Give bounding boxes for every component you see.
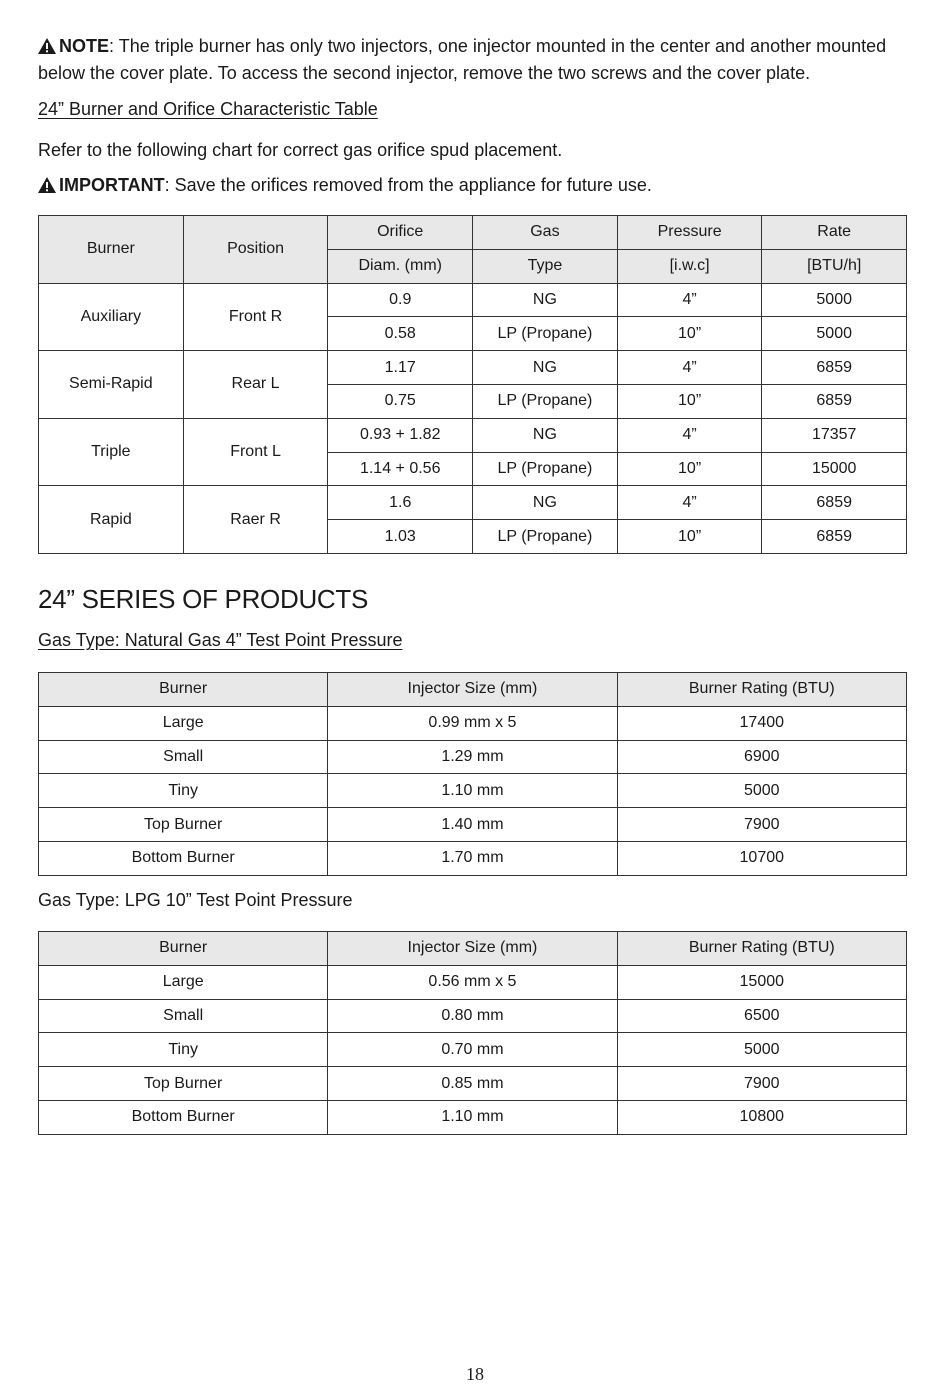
rate-cell: 6859 — [762, 520, 907, 554]
header-pressure-unit: [i.w.c] — [617, 249, 762, 283]
rate-cell: 6859 — [762, 351, 907, 385]
natural-gas-table — [38, 672, 907, 876]
important-paragraph — [38, 175, 652, 196]
burner-rating-cell: 10700 — [617, 841, 906, 875]
table-row — [39, 1100, 907, 1134]
warning-icon — [38, 38, 56, 54]
important-label: IMPORTANT — [59, 175, 165, 195]
injector-size-cell: 0.85 mm — [328, 1067, 617, 1101]
burner-rating-cell: 7900 — [617, 1067, 906, 1101]
header-injector-size: Injector Size (mm) — [328, 673, 617, 707]
burner-cell: Bottom Burner — [39, 841, 328, 875]
pressure-cell: 10” — [617, 452, 762, 486]
injector-size-cell: 0.80 mm — [328, 999, 617, 1033]
header-burner-rating: Burner Rating (BTU) — [617, 932, 906, 966]
header-position: Position — [183, 216, 328, 284]
gas-cell: LP (Propane) — [473, 452, 618, 486]
injector-size-cell: 0.56 mm x 5 — [328, 965, 617, 999]
page-number: 18 — [466, 1364, 484, 1384]
orifice-table-title: 24” Burner and Orifice Characteristic Table — [38, 99, 378, 119]
header-orifice: Orifice — [328, 216, 473, 250]
burner-cell: Top Burner — [39, 1067, 328, 1101]
position-cell: Raer R — [183, 486, 328, 554]
table-header-row — [39, 673, 907, 707]
orifice-cell: 0.58 — [328, 317, 473, 351]
burner-cell: Tiny — [39, 774, 328, 808]
pressure-cell: 10” — [617, 317, 762, 351]
burner-rating-cell: 17400 — [617, 706, 906, 740]
injector-size-cell: 1.40 mm — [328, 808, 617, 842]
table-row — [39, 486, 907, 520]
orifice-cell: 0.93 + 1.82 — [328, 418, 473, 452]
table-row — [39, 841, 907, 875]
gas-cell: NG — [473, 283, 618, 317]
table-row — [39, 999, 907, 1033]
burner-rating-cell: 5000 — [617, 774, 906, 808]
burner-rating-cell: 6900 — [617, 740, 906, 774]
burner-cell: Small — [39, 740, 328, 774]
header-gas-unit: Type — [473, 249, 618, 283]
pressure-cell: 4” — [617, 283, 762, 317]
header-orifice-unit: Diam. (mm) — [328, 249, 473, 283]
burner-rating-cell: 7900 — [617, 808, 906, 842]
header-burner: Burner — [39, 216, 184, 284]
burner-cell: Top Burner — [39, 808, 328, 842]
injector-size-cell: 1.10 mm — [328, 1100, 617, 1134]
table-row — [39, 808, 907, 842]
burner-cell: Triple — [39, 418, 184, 486]
burner-cell: Large — [39, 706, 328, 740]
table-row — [39, 706, 907, 740]
burner-cell: Semi-Rapid — [39, 351, 184, 419]
gas-cell: NG — [473, 351, 618, 385]
position-cell: Front L — [183, 418, 328, 486]
table-row — [39, 1033, 907, 1067]
burner-cell: Auxiliary — [39, 283, 184, 351]
header-burner-rating: Burner Rating (BTU) — [617, 673, 906, 707]
rate-cell: 15000 — [762, 452, 907, 486]
burner-rating-cell: 5000 — [617, 1033, 906, 1067]
header-pressure: Pressure — [617, 216, 762, 250]
gas-cell: LP (Propane) — [473, 317, 618, 351]
gas-cell: LP (Propane) — [473, 520, 618, 554]
injector-size-cell: 0.70 mm — [328, 1033, 617, 1067]
series-heading: 24” SERIES OF PRODUCTS — [38, 584, 369, 614]
burner-rating-cell: 10800 — [617, 1100, 906, 1134]
burner-cell: Small — [39, 999, 328, 1033]
table-row — [39, 1067, 907, 1101]
ng-table-title: Gas Type: Natural Gas 4” Test Point Pressure — [38, 630, 403, 650]
gas-cell: NG — [473, 418, 618, 452]
burner-rating-cell: 6500 — [617, 999, 906, 1033]
header-rate-unit: [BTU/h] — [762, 249, 907, 283]
table-row — [39, 740, 907, 774]
note-label: NOTE — [59, 36, 110, 56]
injector-size-cell: 0.99 mm x 5 — [328, 706, 617, 740]
lpg-table — [38, 931, 907, 1135]
table-row — [39, 774, 907, 808]
injector-size-cell: 1.10 mm — [328, 774, 617, 808]
rate-cell: 5000 — [762, 317, 907, 351]
rate-cell: 17357 — [762, 418, 907, 452]
header-rate: Rate — [762, 216, 907, 250]
pressure-cell: 4” — [617, 351, 762, 385]
header-burner: Burner — [39, 673, 328, 707]
rate-cell: 6859 — [762, 384, 907, 418]
rate-cell: 5000 — [762, 283, 907, 317]
orifice-cell: 0.75 — [328, 384, 473, 418]
burner-rating-cell: 15000 — [617, 965, 906, 999]
orifice-cell: 1.03 — [328, 520, 473, 554]
orifice-characteristic-table — [38, 215, 907, 554]
burner-cell: Large — [39, 965, 328, 999]
pressure-cell: 10” — [617, 520, 762, 554]
table-row — [39, 965, 907, 999]
header-burner: Burner — [39, 932, 328, 966]
table-row — [39, 351, 907, 385]
orifice-cell: 0.9 — [328, 283, 473, 317]
table-row — [39, 283, 907, 317]
table-row — [39, 418, 907, 452]
header-gas: Gas — [473, 216, 618, 250]
pressure-cell: 4” — [617, 486, 762, 520]
pressure-cell: 4” — [617, 418, 762, 452]
header-injector-size: Injector Size (mm) — [328, 932, 617, 966]
gas-cell: LP (Propane) — [473, 384, 618, 418]
orifice-cell: 1.6 — [328, 486, 473, 520]
burner-cell: Rapid — [39, 486, 184, 554]
orifice-cell: 1.14 + 0.56 — [328, 452, 473, 486]
table-header-row — [39, 216, 907, 250]
burner-cell: Bottom Burner — [39, 1100, 328, 1134]
warning-icon — [38, 177, 56, 193]
note-text: : The triple burner has only two injectors, one injector mounted in the center and another mounted below the cover plate. To access the second injector, remove the two screws and the cover plate. — [38, 36, 887, 83]
injector-size-cell: 1.29 mm — [328, 740, 617, 774]
gas-cell: NG — [473, 486, 618, 520]
pressure-cell: 10” — [617, 384, 762, 418]
rate-cell: 6859 — [762, 486, 907, 520]
table-header-row — [39, 932, 907, 966]
note-paragraph — [38, 33, 906, 87]
orifice-cell: 1.17 — [328, 351, 473, 385]
refer-text: Refer to the following chart for correct gas orifice spud placement. — [38, 140, 563, 160]
position-cell: Rear L — [183, 351, 328, 419]
lpg-table-title: Gas Type: LPG 10” Test Point Pressure — [38, 890, 353, 910]
important-text: : Save the orifices removed from the appliance for future use. — [164, 175, 652, 195]
burner-cell: Tiny — [39, 1033, 328, 1067]
injector-size-cell: 1.70 mm — [328, 841, 617, 875]
position-cell: Front R — [183, 283, 328, 351]
